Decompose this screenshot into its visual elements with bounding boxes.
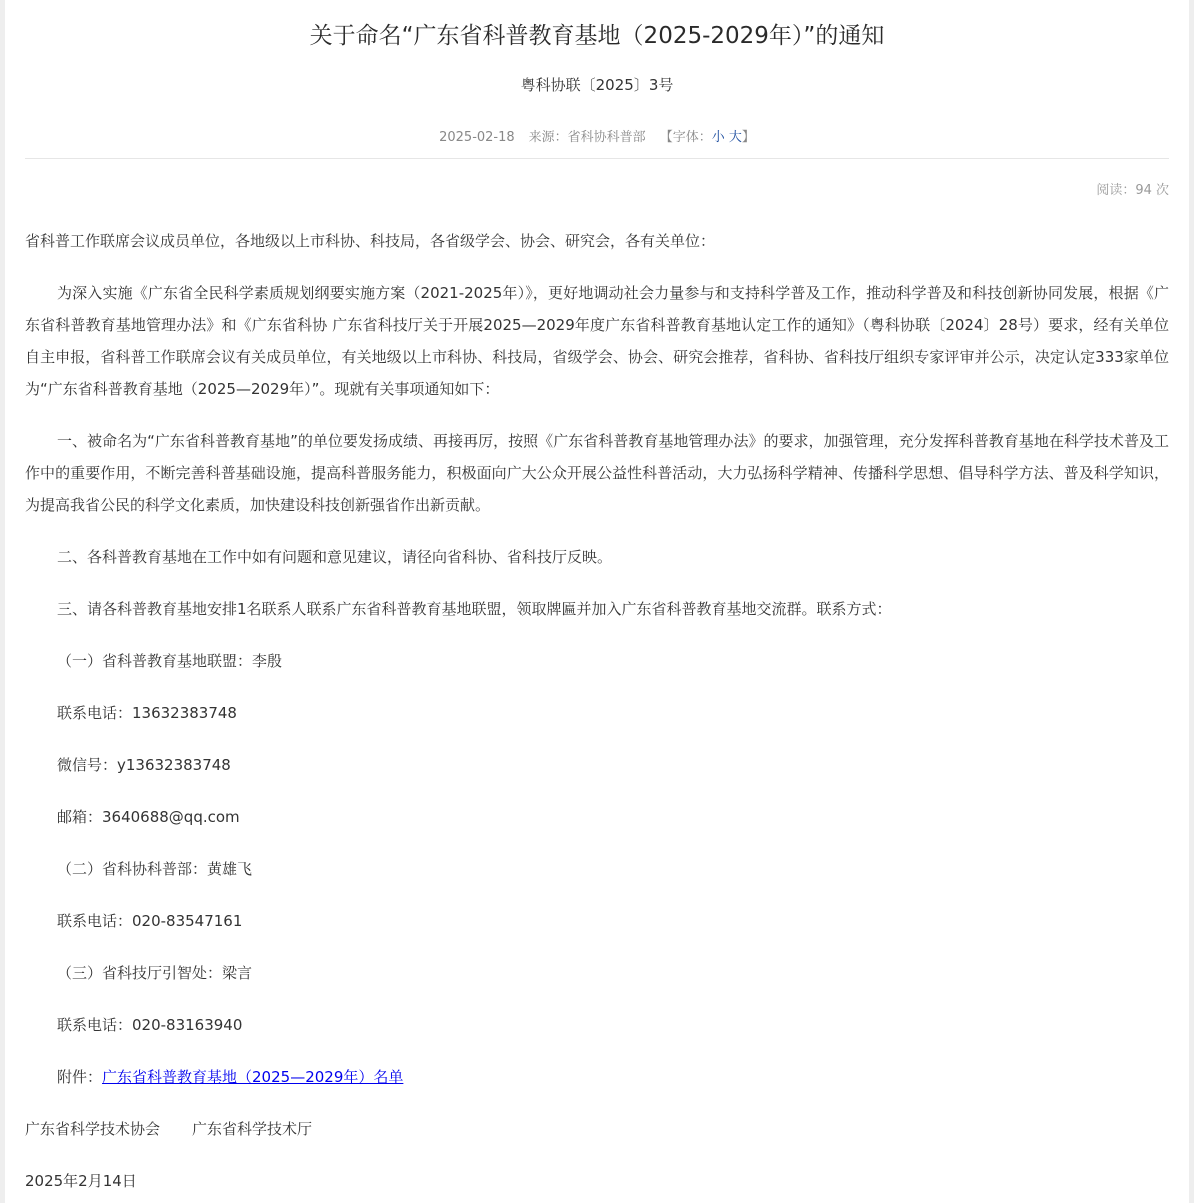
signer-association: 广东省科学技术协会: [25, 1120, 161, 1138]
contact-3-phone: 联系电话：020-83163940: [57, 1016, 243, 1034]
contact-1-phone: 联系电话：13632383748: [57, 704, 237, 722]
contact-1-wechat: 微信号：y13632383748: [57, 756, 231, 774]
paragraph-item-2: 二、各科普教育基地在工作中如有问题和意见建议，请径向省科协、省科技厅反映。: [57, 548, 613, 566]
header-divider: [25, 158, 1169, 159]
publish-date: 2025-02-18: [439, 130, 515, 145]
contact-2-phone: 联系电话：020-83547161: [57, 912, 243, 930]
document-number: 粤科协联〔2025〕3号: [520, 76, 674, 94]
paragraph-item-1: 一、被命名为“广东省科普教育基地”的单位要发扬成绩、再接再厉，按照《广东省科普教育基地管理办法》的要求，加强管理，充分发挥科普教育基地在科学技术普及工作中的重要作用，不断完善科普基础设施，提高科普服务能力，积极面向广大公众开展公益性科普活动，大力弘扬科学精神、传播科学思想、倡导科学方法、普及科学知识，为提高我省公民的科学文化素质，加快建设科技创新强省作出新贡献。: [25, 432, 1169, 514]
read-count: 阅读：94 次: [1096, 183, 1169, 198]
font-small-button[interactable]: 小: [711, 130, 725, 145]
article-body: [25, 225, 1169, 1197]
contact-2-title: （二）省科协科普部：黄雄飞: [57, 860, 253, 878]
salutation: 省科普工作联席会议成员单位，各地级以上市科协、科技局，各省级学会、协会、研究会，各有关单位：: [25, 232, 716, 250]
paragraph-item-3: 三、请各科普教育基地安排1名联系人联系广东省科普教育基地联盟，领取牌匾并加入广东省科普教育基地交流群。联系方式：: [57, 600, 892, 618]
font-size-close: 】: [741, 130, 755, 145]
article-source: 来源：省科协科普部: [528, 130, 646, 145]
contact-1-email: 邮箱：3640688@qq.com: [57, 808, 240, 826]
article-page: [5, 0, 1189, 1203]
article-meta: [5, 127, 1189, 149]
font-large-button[interactable]: 大: [728, 130, 742, 145]
attachment-link[interactable]: 广东省科普教育基地（2025—2029年）名单: [102, 1068, 404, 1086]
signers: [25, 1113, 1169, 1145]
sign-date: 2025年2月14日: [25, 1172, 137, 1190]
font-size-label: 【字体：: [659, 130, 712, 145]
paragraph-intro: 为深入实施《广东省全民科学素质规划纲要实施方案（2021-2025年）》，更好地调动社会力量参与和支持科学普及工作，推动科学普及和科技创新协同发展，根据《广东省科普教育基地管理办法》和《广东省科协 广东省科技厅关于开展2025—2029年度广东省科普教育基地认定工作的通知》（粤科协联〔2024〕28号）要求，经有关单位自主申报，省科普工作联席会议有关成员单位，有关地级以上市科协、科技局，省级学会、协会、研究会推荐，省科协、省科技厅组织专家评审并公示，决定认定333家单位为“广东省科普教育基地（2025—2029年）”。现就有关事项通知如下：: [25, 284, 1169, 398]
article-title: 关于命名“广东省科普教育基地（2025-2029年）”的通知: [309, 23, 885, 49]
contact-3-title: （三）省科技厅引智处：梁言: [57, 964, 253, 982]
attachment-label: 附件：: [57, 1068, 103, 1086]
attachment: [25, 1061, 1169, 1093]
contact-1-title: （一）省科普教育基地联盟：李殷: [57, 652, 283, 670]
signer-department: 广东省科学技术厅: [192, 1120, 313, 1138]
